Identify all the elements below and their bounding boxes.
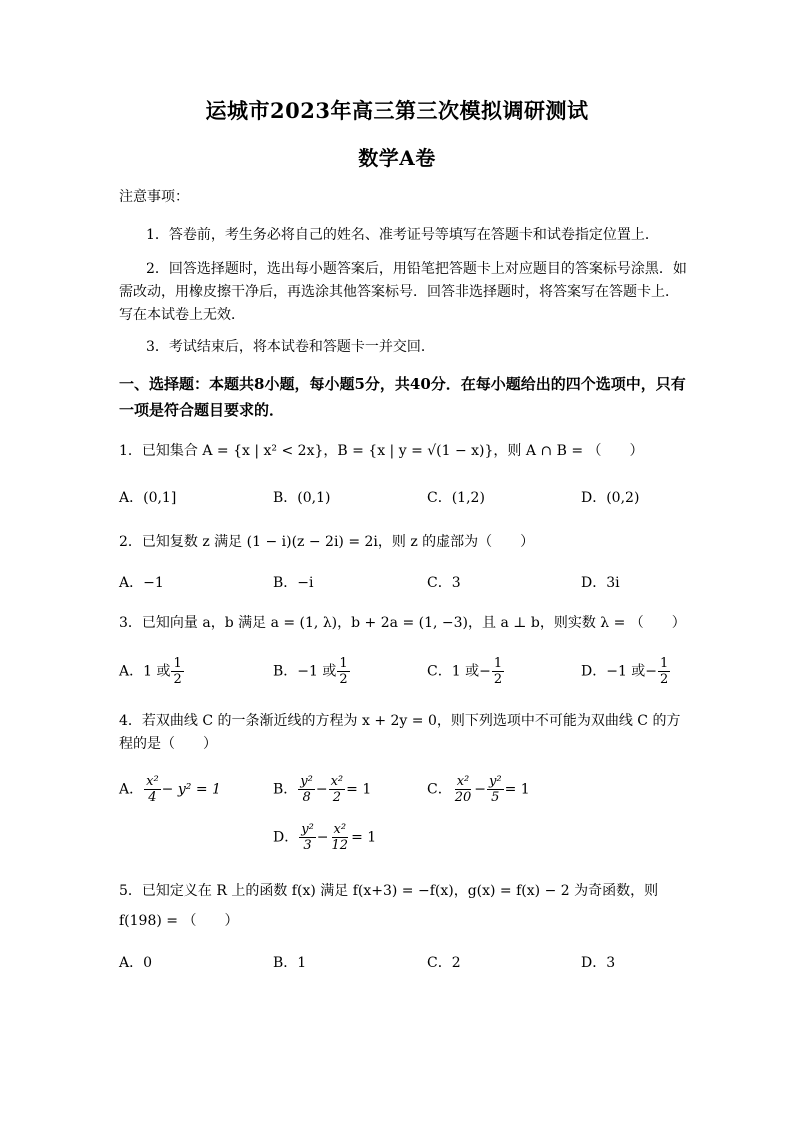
q3-option-b-label: B．−1 或 [273, 663, 337, 680]
fraction: $\frac{\text{x²}}{4}$ [146, 774, 159, 805]
q2-option-b: B．−i [273, 575, 314, 591]
q5-option-b: B．1 [273, 955, 307, 971]
fraction: $\frac{\text{y²}}{5}$ [489, 774, 502, 805]
section-1-heading: 一、选择题：本题共8小题，每小题5分，共40分．在每小题给出的四个选项中，只有一项是符合题目要求的． [119, 375, 686, 419]
q5-option-a: A．0 [119, 955, 153, 971]
q3-option-c-label: C．1 或− [427, 663, 491, 680]
q3-option-d-label: D．−1 或− [581, 663, 658, 680]
q3-option-a-label: A．1 或 [119, 663, 171, 680]
q1-option-c: C．(1,2) [427, 490, 485, 506]
question-1-stem: 1．已知集合 A = {x | x² < 2x}，B = {x | y = √(1 − x)}，则 A ∩ B = （ ） [119, 443, 644, 459]
fraction: $\frac{\text{x²}}{20}$ [454, 774, 472, 805]
question-5-stem-line-1: 5．已知定义在 R 上的函数 f(x) 满足 f(x+3) = −f(x)，g(x) = f(x) − 2 为奇函数，则 [119, 883, 659, 899]
q3-option-d [581, 656, 671, 687]
q4-option-d: D． $\frac{\text{y²}}{3}$ − $\frac{\text{x²}}{12}$ = 1 [273, 822, 377, 853]
exam-subtitle: 数学A卷 [358, 146, 436, 170]
q4-option-a: A． $\frac{\text{x²}}{4}$ − y² = 1 [119, 774, 221, 805]
fraction: $\frac{\text{y²}}{3}$ [301, 822, 314, 853]
question-4-stem: 4．若双曲线 C 的一条渐近线的方程为 x + 2y = 0，则下列选项中不可能为双曲线 C 的方程的是（ ） [119, 713, 681, 752]
fraction: $\frac{1}{2}$ [173, 656, 182, 687]
q5-option-c: C．2 [427, 955, 461, 971]
q5-option-d: D．3 [581, 955, 616, 971]
question-5-stem-line-2: f(198) = （ ） [119, 913, 239, 929]
fraction: $\frac{1}{2}$ [339, 656, 348, 687]
question-3-stem: 3．已知向量 a，b 满足 a = (1, λ)，b + 2a = (1, −3)，且 a ⊥ b，则实数 λ = （ ） [119, 615, 686, 631]
exam-title: 运城市2023年高三第三次模拟调研测试 [205, 98, 589, 123]
question-2-stem: 2．已知复数 z 满足 (1 − i)(z − 2i) = 2i，则 z 的虚部为（ ） [119, 534, 535, 550]
q3-option-a [119, 656, 185, 687]
q1-option-b: B．(0,1) [273, 490, 331, 506]
notice-item-1: 1．答卷前，考生务必将自己的姓名、准考证号等填写在答题卡和试卷指定位置上． [146, 227, 659, 243]
fraction: $\frac{1}{2}$ [660, 656, 669, 687]
fraction: $\frac{\text{y²}}{8}$ [300, 774, 313, 805]
q4-option-c: C． $\frac{\text{x²}}{20}$ − $\frac{\text{y²}}{5}$ = 1 [427, 774, 530, 805]
q3-option-b [273, 656, 351, 687]
notice-heading: 注意事项： [119, 189, 189, 205]
fraction: $\frac{1}{2}$ [493, 656, 503, 687]
fraction: $\frac{\text{x²}}{12}$ [331, 822, 349, 853]
q3-option-c [427, 656, 505, 687]
notice-item-3: 3．考试结束后，将本试卷和答题卡一并交回． [146, 339, 435, 355]
fraction: $\frac{\text{x²}}{2}$ [330, 774, 344, 805]
q1-option-d: D．(0,2) [581, 490, 640, 506]
q2-option-c: C．3 [427, 575, 461, 591]
q4-option-b: B． $\frac{\text{y²}}{8}$ − $\frac{\text{x²}}{2}$ = 1 [273, 774, 372, 805]
q1-option-a: A．(0,1] [119, 490, 177, 506]
q2-option-d: D．3i [581, 575, 620, 591]
notice-item-2: 2．回答选择题时，选出每小题答案后，用铅笔把答题卡上对应题目的答案标号涂黑．如需改动，用橡皮擦干净后，再选涂其他答案标号．回答非选择题时，将答案写在答题卡上．写在本试卷上无效． [119, 261, 687, 323]
q2-option-a: A．−1 [119, 575, 164, 591]
